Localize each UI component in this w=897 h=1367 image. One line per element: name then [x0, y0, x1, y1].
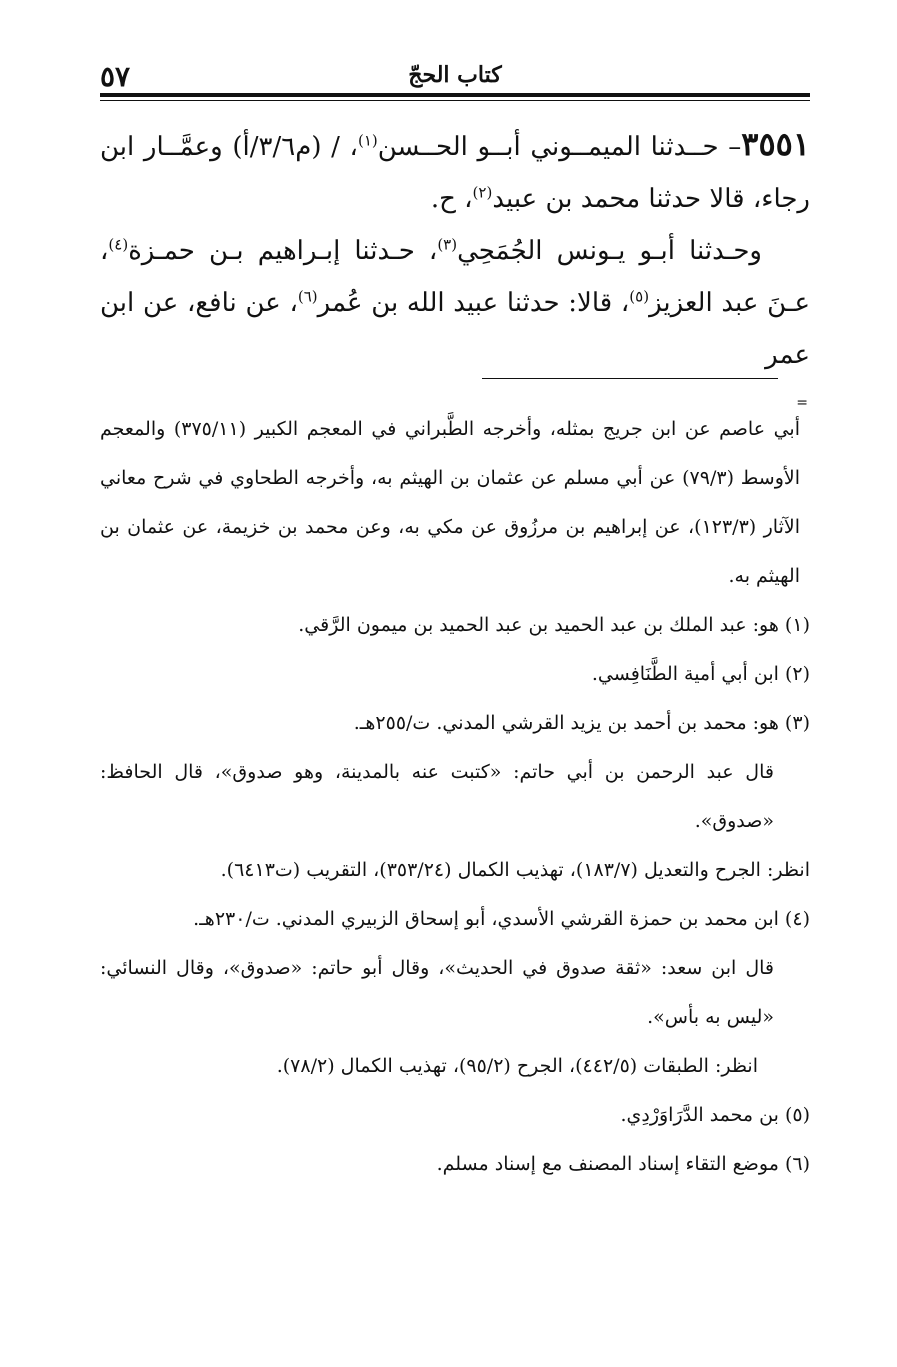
- footnote-2: (٢) ابن أبي أمية الطَّنَافِسي.: [591, 663, 810, 685]
- footnote-3-refs: انظر: الجرح والتعديل (١٨٣/٧)، تهذيب الكمال (٣٥٣/٢٤)، التقريب (ت٦٤١٣).: [220, 859, 810, 881]
- footnote-ref: (١): [357, 131, 378, 150]
- footnote-4-refs: انظر: الطبقات (٤٤٢/٥)، الجرح (٩٥/٢)، تهذيب الكمال (٧٨/٢).: [276, 1055, 758, 1077]
- footnote-3-quote: قال عبد الرحمن بن أبي حاتم: «كتبت عنه بالمدينة، وهو صدوق»، قال الحافظ: «صدوق».: [100, 761, 774, 832]
- footnotes: [100, 405, 810, 1189]
- page-header: [100, 58, 810, 96]
- footnote-ref: (٣): [437, 235, 458, 254]
- footnote-4: (٤) ابن محمد بن حمزة القرشي الأسدي، أبو إسحاق الزبيري المدني. ت/٢٣٠هـ.: [193, 908, 810, 930]
- footnote-ref: (٤): [108, 235, 129, 254]
- footnote-1: (١) هو: عبد الملك بن عبد الحميد بن عبد الحميد بن ميمون الرَّقي.: [298, 614, 810, 636]
- hadith-number: ٣٥٥١: [741, 125, 810, 163]
- hadith-paragraph: ٣٥٥١– حــدثنا الميمــوني أبــو الحــسن$^{(١)}$، / (م٣/٦/أ) وعمَّــار ابن رجاء، قالا حدثنا محمد بن عبيد$^{(٢)}$، ح.: [100, 125, 810, 214]
- page-number: ٥٧: [100, 60, 131, 93]
- footnote-separator: [482, 378, 778, 379]
- main-text: [100, 118, 810, 381]
- footnote-continuation: أبي عاصم عن ابن جريج بمثله، وأخرجه الطَّبراني في المعجم الكبير (٣٧٥/١١) والمعجم الأوسط (٧٩/٣) عن أبي مسلم عن عثمان بن الهيثم به، وأخرجه الطحاوي في شرح معاني الآثار (١٢٣/٣)، عن إبراهيم بن مرزُوق عن مكي به، وعن محمد بن خزيمة، عن عثمان بن الهيثم به.: [100, 418, 801, 587]
- footnote-3: (٣) هو: محمد بن أحمد بن يزيد القرشي المدني. ت/٢٥٥هـ.: [353, 712, 810, 734]
- footnote-4-quote: قال ابن سعد: «ثقة صدوق في الحديث»، وقال أبو حاتم: «صدوق»، وقال النسائي: «ليس به بأس».: [100, 957, 774, 1028]
- continuation-marker: =: [796, 395, 808, 411]
- footnote-5: (٥) بن محمد الدَّرَاوَرْدِي.: [620, 1104, 810, 1126]
- book-title: كتاب الحجّ: [408, 62, 502, 88]
- footnote-ref: (٥): [629, 287, 650, 306]
- footnote-ref: (٢): [472, 183, 493, 202]
- isnad-paragraph: وحـدثنا أبـو يـونس الجُمَحِي$^{(٣)}$، حـدثنا إبـراهيم بـن حمـزة$^{(٤)}$، عـنَ عبد العزيز$^{(٥)}$، قالا: حدثنا عبيد الله بن عُمر$^{(٦)}$، عن نافع، عن ابن عمر: [100, 235, 811, 370]
- header-rule-thin: [100, 100, 810, 101]
- header-rule-thick: [100, 93, 810, 97]
- footnote-6: (٦) موضع التقاء إسناد المصنف مع إسناد مسلم.: [436, 1153, 810, 1175]
- footnote-ref: (٦): [297, 287, 318, 306]
